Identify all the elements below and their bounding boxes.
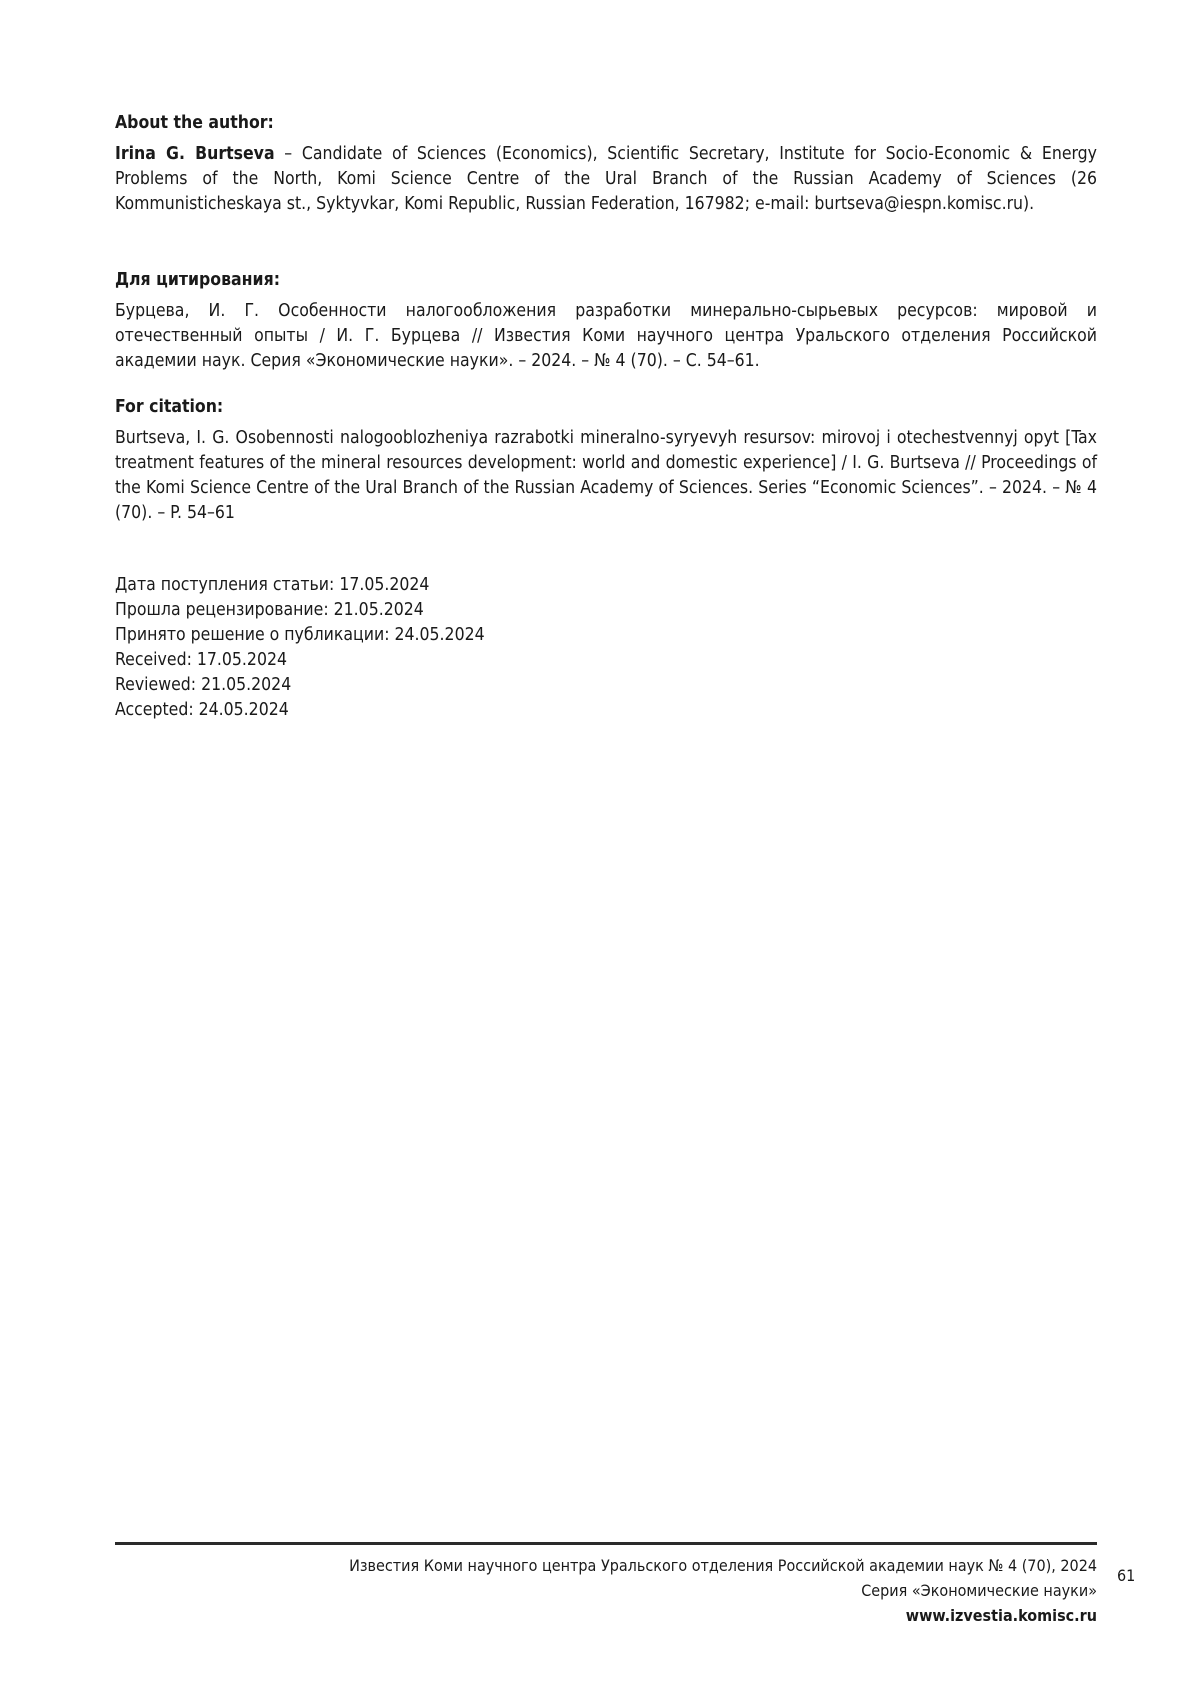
about-author-section <box>115 111 1097 217</box>
citation-ru-section <box>115 268 1097 374</box>
footer-journal-title: Известия Коми научного центра Уральского отделения Российской академии наук № 4 (70), 2024 <box>349 1556 1097 1575</box>
citation-en-section <box>115 395 1097 526</box>
page-footer <box>115 1553 1097 1628</box>
article-dates-section <box>115 573 1097 723</box>
author-description: – Candidate of Sciences (Economics), Scientific Secretary, Institute for Socio-Economic & Energy Problems of the North, Komi Science Centre of the Ural Branch of the Russian Academy of Sciences (26 Kommunisticheskaya st., Syktyvkar, Komi Republic, Russian Federation, 167982; e-mail: burtseva@iespn.komisc.ru). <box>115 144 1097 214</box>
footer-divider <box>115 1542 1097 1545</box>
date-reviewed-en: Reviewed: 21.05.2024 <box>115 675 292 695</box>
date-accepted-ru: Принято решение о публикации: 24.05.2024 <box>115 625 485 645</box>
citation-ru-text: Бурцева, И. Г. Особенности налогообложения разработки минерально-сырьевых ресурсов: мировой и отечественный опыты / И. Г. Бурцева // Известия Коми научного центра Уральского отделения Российской академии наук. Серия «Экономические науки». – 2024. – № 4 (70). – С. 54–61. <box>115 301 1097 371</box>
footer-website-link[interactable]: www.izvestia.komisc.ru <box>905 1606 1097 1625</box>
citation-en-text: Burtseva, I. G. Osobennosti nalogooblozheniya razrabotki mineralno-syryevyh resursov: mirovoj i otechestvennyj opyt [Tax treatment features of the mineral resources development: world and domestic experience] / I. G. Burtseva // Proceedings of the Komi Science Centre of the Ural Branch of the Russian Academy of Sciences. Series “Economic Sciences”. – 2024. – № 4 (70). – P. 54–61 <box>115 428 1097 523</box>
citation-en-heading: For citation: <box>115 397 224 417</box>
citation-ru-heading: Для цитирования: <box>115 270 280 290</box>
date-accepted-en: Accepted: 24.05.2024 <box>115 700 289 720</box>
date-reviewed-ru: Прошла рецензирование: 21.05.2024 <box>115 600 424 620</box>
date-received-ru: Дата поступления статьи: 17.05.2024 <box>115 575 430 595</box>
about-author-paragraph <box>115 142 1097 217</box>
author-name: Irina G. Burtseva <box>115 144 275 164</box>
footer-series: Серия «Экономические науки» <box>861 1581 1097 1600</box>
date-received-en: Received: 17.05.2024 <box>115 650 287 670</box>
about-author-heading: About the author: <box>115 113 274 133</box>
page-number: 61 <box>1117 1566 1136 1585</box>
